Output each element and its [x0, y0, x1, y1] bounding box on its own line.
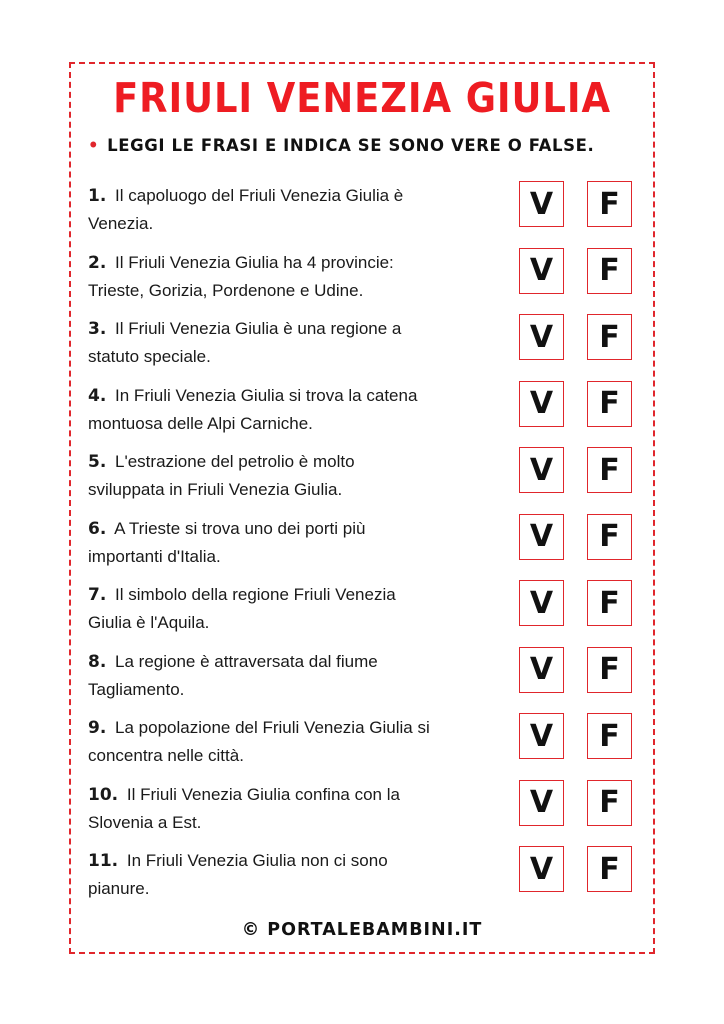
question-line-2: sviluppata in Friuli Venezia Giulia. [88, 480, 343, 499]
question-line-1: Il Friuli Venezia Giulia ha 4 provincie: [115, 252, 394, 272]
question-line-1: Il capoluogo del Friuli Venezia Giulia è [115, 186, 404, 205]
question-line-1: In Friuli Venezia Giulia si trova la catena [115, 385, 418, 405]
instruction [88, 136, 594, 155]
question-line-1: La popolazione del Friuli Venezia Giulia si [115, 718, 430, 737]
question-item [88, 380, 648, 447]
false-answer-box[interactable]: F [587, 713, 632, 759]
question-line-1: Il Friuli Venezia Giulia confina con la [126, 784, 400, 804]
true-answer-box[interactable]: V [519, 713, 564, 759]
question-item [88, 712, 648, 779]
false-answer-box[interactable]: F [587, 514, 632, 560]
false-answer-box[interactable]: F [587, 447, 632, 493]
question-line-2: Trieste, Gorizia, Pordenone e Udine. [88, 280, 364, 300]
false-answer-box[interactable]: F [587, 580, 632, 626]
false-answer-box[interactable]: F [587, 780, 632, 826]
question-line-2: Venezia. [88, 214, 154, 233]
question-line-1: In Friuli Venezia Giulia non ci sono [126, 851, 388, 870]
question-text [88, 515, 488, 570]
question-text [88, 714, 488, 769]
question-number: 9. [88, 718, 107, 738]
false-answer-box[interactable]: F [587, 181, 632, 227]
question-text [88, 781, 488, 836]
question-line-1: Il Friuli Venezia Giulia è una regione a [115, 319, 402, 338]
question-line-1: Il simbolo della regione Friuli Venezia [115, 585, 396, 604]
false-answer-box[interactable]: F [587, 846, 632, 892]
question-number: 6. [88, 518, 107, 539]
question-number: 7. [88, 585, 107, 605]
false-answer-box[interactable]: F [587, 647, 632, 693]
question-line-2: concentra nelle città. [88, 746, 244, 765]
question-line-2: Giulia è l'Aquila. [88, 613, 210, 632]
question-number: 3. [88, 319, 107, 339]
bullet-icon: • [88, 136, 100, 155]
instruction-text: LEGGI LE FRASI E INDICA SE SONO VERE O FALSE. [107, 136, 595, 155]
question-text [88, 581, 488, 636]
question-text [88, 315, 488, 370]
question-line-1: La regione è attraversata dal fiume [115, 651, 378, 671]
question-number: 1. [88, 186, 107, 206]
question-line-2: Tagliamento. [88, 679, 185, 699]
question-item [88, 579, 648, 646]
question-item [88, 513, 648, 580]
question-number: 4. [88, 385, 107, 406]
false-answer-box[interactable]: F [587, 248, 632, 294]
true-answer-box[interactable]: V [519, 846, 564, 892]
question-item [88, 313, 648, 380]
true-answer-box[interactable]: V [519, 447, 564, 493]
true-answer-box[interactable]: V [519, 780, 564, 826]
question-line-2: Slovenia a Est. [88, 812, 202, 832]
true-answer-box[interactable]: V [519, 314, 564, 360]
question-line-1: L'estrazione del petrolio è molto [115, 452, 355, 471]
false-answer-box[interactable]: F [587, 314, 632, 360]
true-answer-box[interactable]: V [519, 248, 564, 294]
question-number: 11. [88, 851, 119, 871]
question-line-2: montuosa delle Alpi Carniche. [88, 413, 313, 433]
question-text [88, 382, 488, 437]
true-answer-box[interactable]: V [519, 181, 564, 227]
true-answer-box[interactable]: V [519, 381, 564, 427]
false-answer-box[interactable]: F [587, 381, 632, 427]
page-title: FRIULI VENEZIA GIULIA [113, 74, 611, 122]
question-text [88, 249, 488, 304]
question-item [88, 180, 648, 247]
question-number: 10. [88, 784, 119, 805]
true-answer-box[interactable]: V [519, 514, 564, 560]
question-text [88, 182, 488, 237]
question-text [88, 448, 488, 503]
question-number: 2. [88, 252, 107, 273]
question-item [88, 845, 648, 912]
question-line-2: statuto speciale. [88, 347, 211, 366]
true-answer-box[interactable]: V [519, 580, 564, 626]
question-item [88, 247, 648, 314]
question-number: 8. [88, 651, 107, 672]
question-list [88, 180, 648, 912]
question-item [88, 779, 648, 846]
true-answer-box[interactable]: V [519, 647, 564, 693]
question-item [88, 646, 648, 713]
question-number: 5. [88, 452, 107, 472]
question-item [88, 446, 648, 513]
question-line-1: A Trieste si trova uno dei porti più [114, 518, 366, 538]
footer-copyright: © PORTALEBAMBINI.IT [241, 920, 483, 940]
question-text [88, 847, 488, 902]
question-line-2: pianure. [88, 879, 150, 898]
question-text [88, 648, 488, 703]
question-line-2: importanti d'Italia. [88, 546, 221, 566]
